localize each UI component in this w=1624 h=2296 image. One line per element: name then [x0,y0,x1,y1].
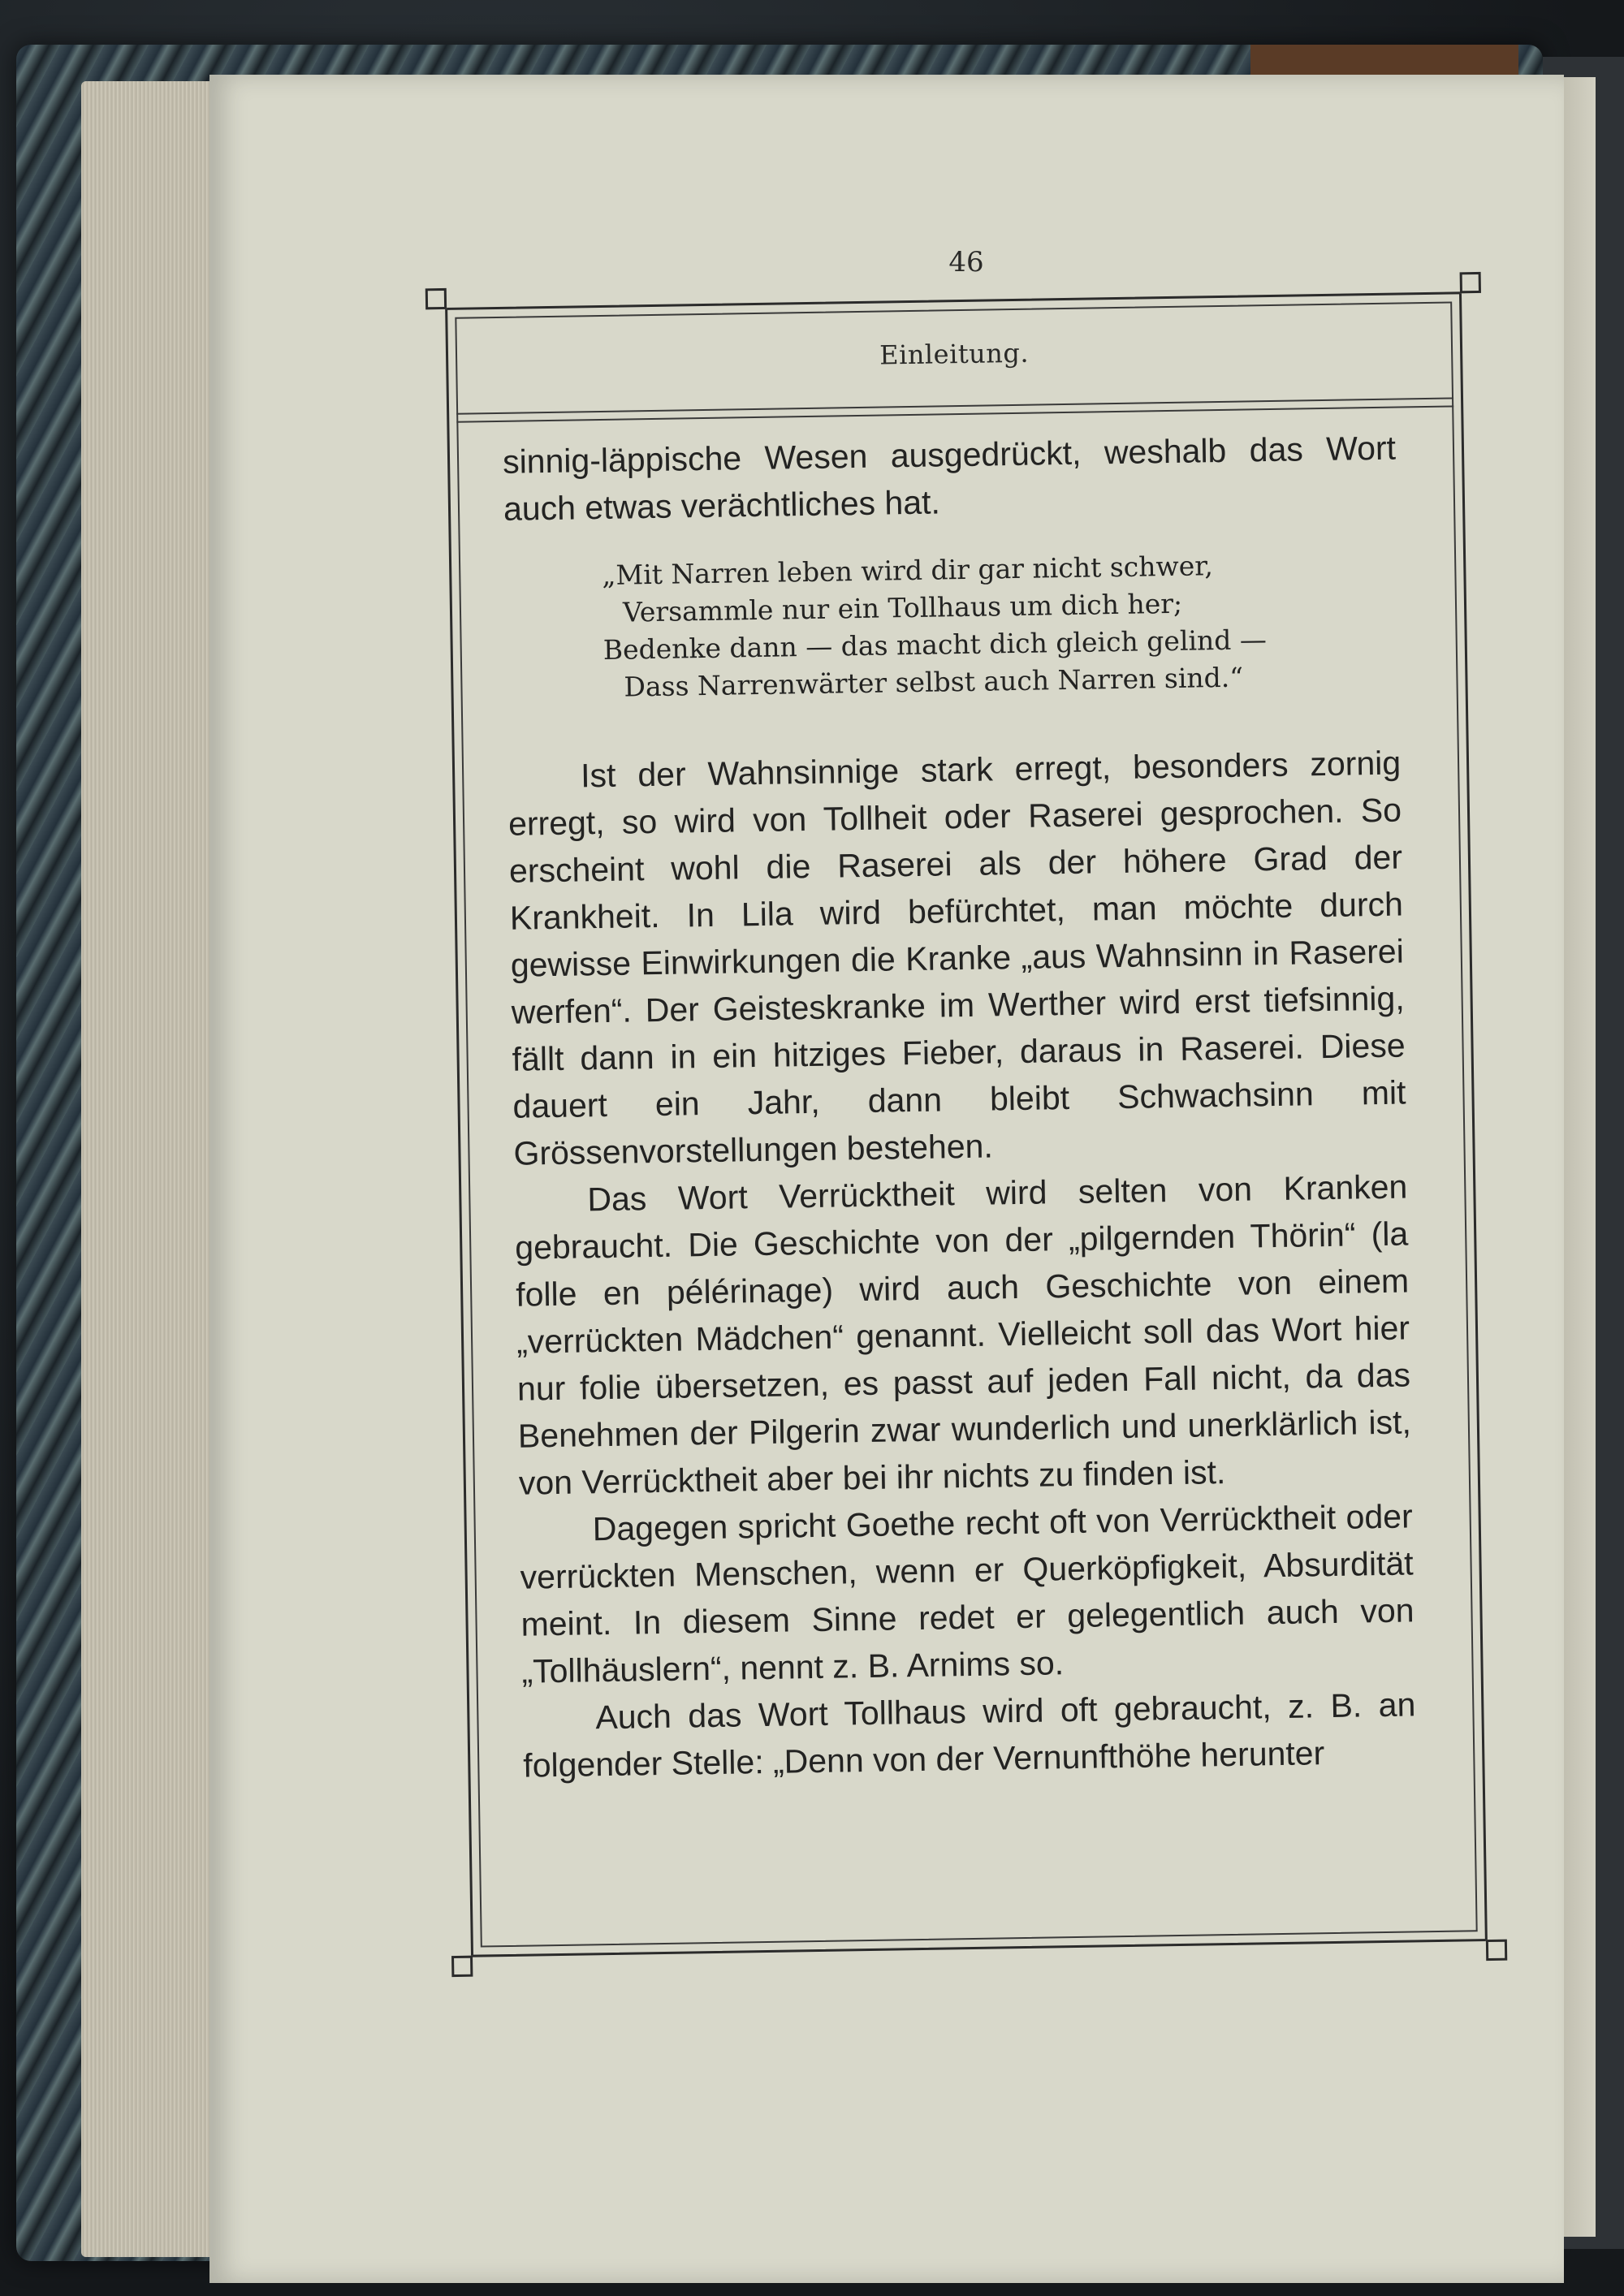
text-frame [425,272,1508,1977]
running-title: Einleitung. [879,337,1030,371]
corner-ornament-top-right [1460,272,1481,293]
corner-ornament-bottom-left [451,1956,473,1977]
paragraph: Das Wort Verrücktheit wird selten von Kranken gebraucht. Die Geschichte von der „pilgernden Thörin“ (la folle en pélérinage) wird auch Geschichte von einem „verrückten Mädchen“ genannt. Vielleicht soll das Wort hier nur folie übersetzen, es passt auf jeden Fall nicht, da das Benehmen der Pilgerin zwar wunderlich und unerklärlich ist, von Verrücktheit aber bei ihr nichts zu finden ist. [514,1167,1412,1502]
body-text [503,425,1417,1789]
leather-spine-edge [1250,45,1518,77]
verse-line: Bedenke dann — das macht dich gleich gelind — [603,624,1268,666]
paragraph: Auch das Wort Tollhaus wird oft gebraucht, z. B. an folgender Stelle: „Denn von der Vernunfthöhe herunter [522,1685,1416,1785]
verse-line: Dass Narrenwärter selbst auch Narren sind.“ [624,661,1244,703]
corner-ornament-top-left [425,288,447,309]
page-number: 46 [948,246,984,278]
verse-quote [504,545,1400,708]
paragraph: Ist der Wahnsinnige stark erregt, besonders zornig erregt, so wird von Tollheit oder Raserei gesprochen. So erscheint wohl die Raserei als der höhere Grad der Krankheit. In Lila wird befürchtet, man möchte durch gewisse Einwirkungen die Kranke „aus Wahnsinn in Raserei werfen“. Der Geisteskranke im Werther wird erst tiefsinnig, fällt dann in ein hitziges Fieber, daraus in Raserei. Diese dauert ein Jahr, dann bleibt Schwachsinn mit Grössenvorstellungen bestehen. [508,744,1406,1172]
corner-ornament-bottom-right [1486,1940,1507,1961]
paragraph: Dagegen spricht Goethe recht oft von Verrücktheit oder verrückten Menschen, wenn er Querköpfigkeit, Absurdität meint. In diesem Sinne redet er gelegentlich auch von „Tollhäuslern“, nennt z. B. Arnims so. [520,1497,1415,1690]
verse-line: „Mit Narren leben wird dir gar nicht schwer, [602,550,1214,591]
paragraph-continued: sinnig-läppische Wesen ausgedrückt, weshalb das Wort auch etwas verächtliches hat. [502,429,1397,528]
verse-line: Versammle nur ein Tollhaus um dich her; [622,587,1183,628]
